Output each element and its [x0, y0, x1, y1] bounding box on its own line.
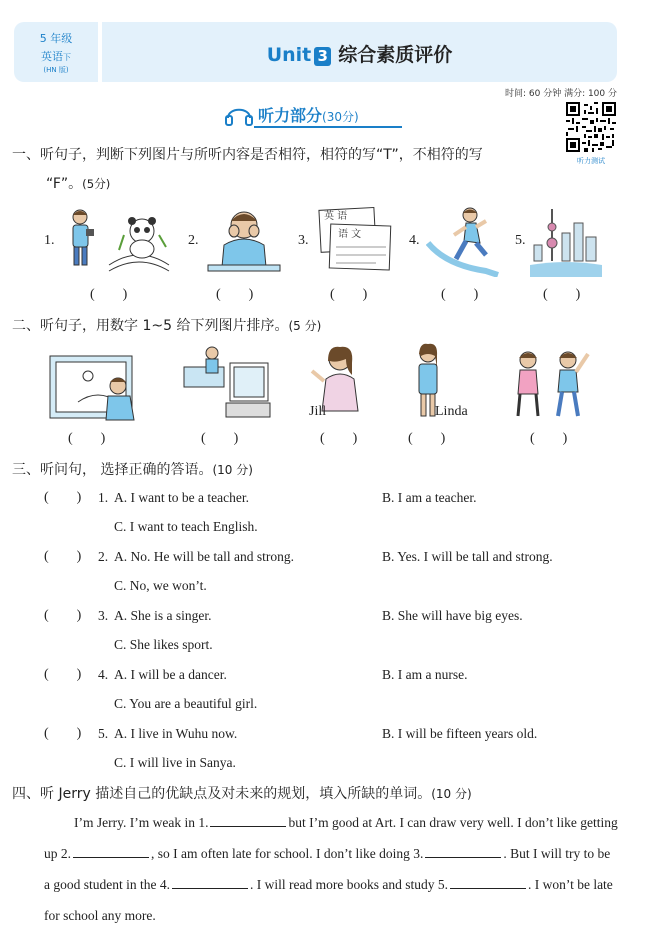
- q1-answer-4[interactable]: ( ): [441, 287, 479, 302]
- q3-option-5c[interactable]: C. I will live in Sanya.: [114, 755, 236, 770]
- book-label-english: 英 语: [324, 211, 348, 222]
- q2-answer-4[interactable]: ( ): [408, 431, 446, 446]
- time-score-info: 时间: 60 分钟 满分: 100 分: [505, 89, 617, 99]
- q3-num-5: 5.: [98, 726, 109, 741]
- q4-instruction: 四、听 Jerry 描述自己的优缺点及对未来的规划，填入所缺的单词。(10 分): [12, 786, 472, 802]
- q2-answer-3[interactable]: ( ): [320, 431, 358, 446]
- q3-num-2: 2.: [98, 549, 109, 564]
- q1-answer-2[interactable]: ( ): [216, 287, 254, 302]
- blank-3[interactable]: [425, 845, 501, 858]
- q3-answer-1[interactable]: ( ): [44, 490, 82, 505]
- q3-option-2a[interactable]: A. No. He will be tall and strong.: [114, 549, 294, 564]
- q3-num-4: 4.: [98, 667, 109, 682]
- grade-tab: [14, 22, 98, 82]
- q1-answer-3[interactable]: ( ): [330, 287, 368, 302]
- q3-option-4c[interactable]: C. You are a beautiful girl.: [114, 696, 258, 711]
- q3-option-1c[interactable]: C. I want to teach English.: [114, 519, 258, 534]
- q3-answer-3[interactable]: ( ): [44, 608, 82, 623]
- title-band: [102, 22, 617, 82]
- q1-label-5: 5.: [515, 233, 526, 248]
- q1-instruction-cont: “F”。(5分): [46, 176, 111, 192]
- blank-1[interactable]: [210, 814, 286, 827]
- blank-4[interactable]: [172, 876, 248, 889]
- books-picture: [316, 205, 396, 275]
- qr-code-icon[interactable]: [566, 102, 616, 152]
- q3-option-4b[interactable]: B. I am a nurse.: [382, 667, 468, 682]
- q3-option-3c[interactable]: C. She likes sport.: [114, 637, 213, 652]
- q3-num-3: 3.: [98, 608, 109, 623]
- name-linda: Linda: [435, 404, 468, 419]
- q2-instruction: 二、听句子，用数字 1~5 给下列图片排序。(5 分): [12, 318, 322, 334]
- q4-passage: I’m Jerry. I’m weak in 1. but I’m good at Art. I can draw very well. I don’t like getting up 2. , so I am often late for school. I don’t like doing 3. . But I will try to be a good student in the 4. . I will read more books and study 5. . I won’t be late for school any more.: [44, 815, 618, 923]
- q3-option-3b[interactable]: B. She will have big eyes.: [382, 608, 523, 623]
- q1-label-1: 1.: [44, 233, 55, 248]
- q1-label-3: 3.: [298, 233, 309, 248]
- q1-instruction: 一、听句子，判断下列图片与所听内容是否相符，相符的写“T”，不相符的写: [12, 147, 483, 163]
- section-underline: [254, 126, 402, 128]
- q3-option-1b[interactable]: B. I am a teacher.: [382, 490, 477, 505]
- page-header: [14, 22, 617, 82]
- q2-answer-5[interactable]: ( ): [530, 431, 568, 446]
- page-title: Unit 3 综合素质评价: [266, 44, 453, 66]
- q2-answer-1[interactable]: ( ): [68, 431, 106, 446]
- headphones-icon: [224, 101, 254, 127]
- name-jill: Jill: [309, 404, 327, 419]
- q3-answer-4[interactable]: ( ): [44, 667, 82, 682]
- q1-label-4: 4.: [409, 233, 420, 248]
- blank-2[interactable]: [73, 845, 149, 858]
- book-label-chinese: 语 文: [338, 229, 362, 240]
- q1-answer-5[interactable]: ( ): [543, 287, 581, 302]
- blank-5[interactable]: [450, 876, 526, 889]
- q3-option-4a[interactable]: A. I will be a dancer.: [114, 667, 227, 682]
- q3-num-1: 1.: [98, 490, 109, 505]
- q3-option-2c[interactable]: C. No, we won’t.: [114, 578, 207, 593]
- boy-drawing-picture: [48, 352, 140, 422]
- subject-label: 英语下: [41, 50, 71, 63]
- two-kids-picture: [506, 346, 594, 420]
- section-title: 听力部分(30分): [258, 106, 359, 125]
- q1-answer-1[interactable]: ( ): [90, 287, 128, 302]
- q3-option-1a[interactable]: A. I want to be a teacher.: [114, 490, 249, 505]
- q1-label-2: 2.: [188, 233, 199, 248]
- qr-label: 听力测试: [577, 157, 605, 165]
- q3-option-3a[interactable]: A. She is a singer.: [114, 608, 212, 623]
- edition-label: (HN 版): [43, 66, 69, 74]
- q3-answer-2[interactable]: ( ): [44, 549, 82, 564]
- boy-panda-picture: [64, 205, 174, 275]
- running-boy-picture: [426, 205, 502, 277]
- unit-number-badge: 3: [314, 47, 331, 66]
- q3-option-2b[interactable]: B. Yes. I will be tall and strong.: [382, 549, 553, 564]
- q2-answer-2[interactable]: ( ): [201, 431, 239, 446]
- q3-instruction: 三、听问句， 选择正确的答语。(10 分): [12, 462, 253, 478]
- tired-student-picture: [204, 205, 284, 275]
- q3-option-5b[interactable]: B. I will be fifteen years old.: [382, 726, 538, 741]
- city-skyline-picture: [530, 205, 602, 277]
- q3-answer-5[interactable]: ( ): [44, 726, 82, 741]
- boy-sofa-tv-picture: [182, 345, 272, 425]
- grade-label: 5 年级: [39, 32, 73, 45]
- q3-option-5a[interactable]: A. I live in Wuhu now.: [114, 726, 238, 741]
